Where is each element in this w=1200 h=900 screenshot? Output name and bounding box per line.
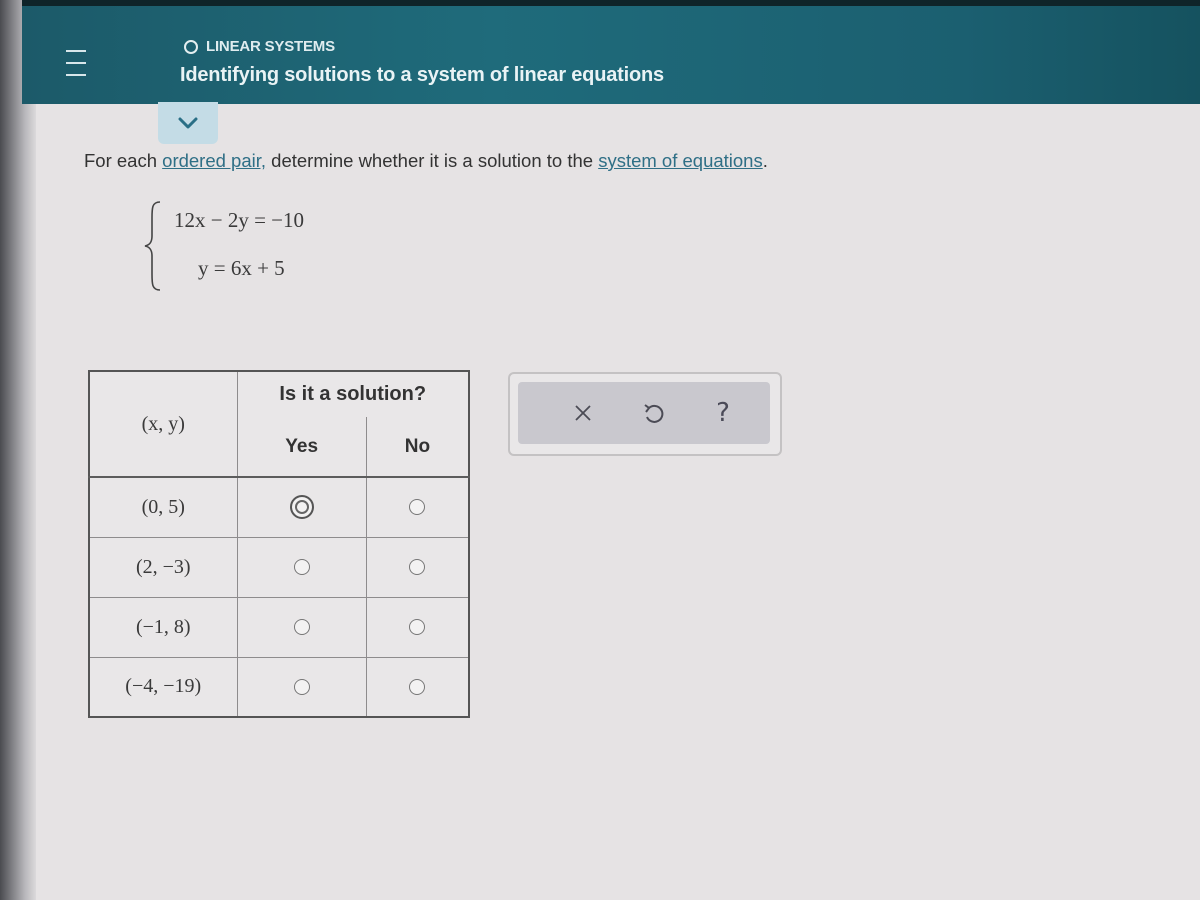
yes-column-header: Yes <box>237 417 366 477</box>
no-radio[interactable] <box>409 559 425 575</box>
screen-edge <box>0 0 36 900</box>
equation-1: 12x − 2y = −10 <box>174 208 305 232</box>
yes-cell <box>237 597 366 657</box>
ordered-pair-cell: (−1, 8) <box>89 597 237 657</box>
toolbar-buttons <box>518 382 770 444</box>
instructions-prefix: For each <box>84 150 163 171</box>
clear-button[interactable] <box>565 395 601 431</box>
yes-cell <box>237 537 366 597</box>
yes-cell <box>237 477 366 537</box>
no-cell <box>366 477 469 537</box>
menu-icon[interactable] <box>66 46 86 80</box>
ordered-pair-cell: (0, 5) <box>89 477 237 537</box>
no-cell <box>366 537 469 597</box>
undo-icon <box>642 401 664 425</box>
table-row <box>89 537 469 597</box>
equation-2: y = 6x + 5 <box>198 256 285 280</box>
no-column-header: No <box>366 417 469 477</box>
no-radio[interactable] <box>409 679 425 695</box>
expand-header-button[interactable] <box>158 102 218 144</box>
lesson-header <box>22 0 1200 104</box>
no-cell <box>366 657 469 717</box>
no-cell <box>366 597 469 657</box>
topic-progress-icon <box>184 40 198 54</box>
table-row <box>89 477 469 537</box>
no-radio[interactable] <box>409 499 425 515</box>
table-row <box>89 597 469 657</box>
system-of-equations-link[interactable]: system of equations <box>598 150 763 171</box>
table-row <box>89 657 469 717</box>
no-radio[interactable] <box>409 619 425 635</box>
yes-radio[interactable] <box>294 679 310 695</box>
instructions-middle: determine whether it is a solution to the <box>266 150 599 171</box>
yes-radio[interactable] <box>294 619 310 635</box>
topic-label: LINEAR SYSTEMS <box>206 38 335 55</box>
close-icon <box>573 403 593 423</box>
ordered-pair-link[interactable]: ordered pair, <box>162 150 267 171</box>
instructions-suffix: . <box>762 150 768 171</box>
yes-radio[interactable] <box>290 495 314 519</box>
lesson-title: Identifying solutions to a system of linear equations <box>180 64 664 86</box>
instructions <box>84 150 768 172</box>
ordered-pair-cell: (−4, −19) <box>89 657 237 717</box>
brace-icon <box>140 196 166 296</box>
topic-row <box>184 38 335 55</box>
answer-table <box>88 370 470 718</box>
undo-button[interactable] <box>635 395 671 431</box>
pair-column-header: (x, y) <box>89 371 237 477</box>
ordered-pair-cell: (2, −3) <box>89 537 237 597</box>
equation-system <box>140 196 380 296</box>
solution-column-header: Is it a solution? <box>237 371 469 417</box>
help-button[interactable] <box>705 395 741 431</box>
yes-cell <box>237 657 366 717</box>
help-icon: ? <box>716 398 730 428</box>
answer-toolbar <box>508 372 782 456</box>
chevron-down-icon <box>177 116 199 130</box>
yes-radio[interactable] <box>294 559 310 575</box>
